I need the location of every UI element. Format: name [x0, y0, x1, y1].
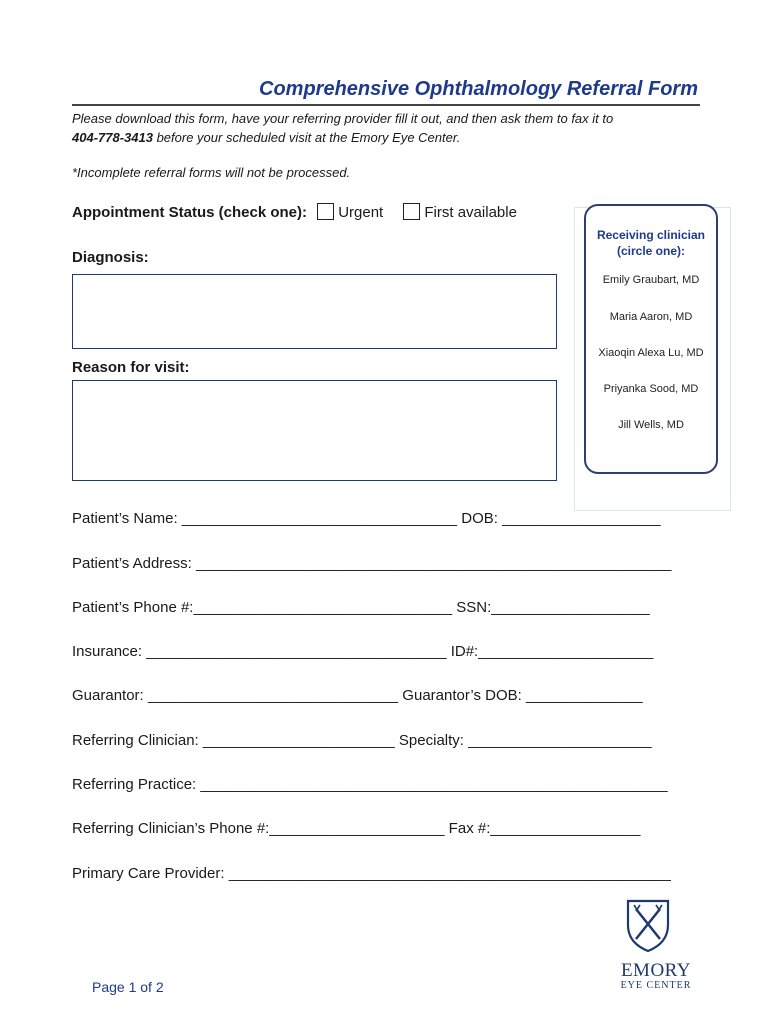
- appointment-status-label: Appointment Status (check one):: [72, 204, 308, 221]
- emory-wordmark: EMORY: [620, 960, 692, 981]
- clinician-heading: [584, 227, 718, 259]
- diagnosis-label: Diagnosis:: [72, 249, 149, 266]
- intro-line1: Please download this form, have your referring provider fill it out, and then ask them to fax it to: [72, 111, 614, 126]
- intro-text: [72, 109, 712, 147]
- clinician-option[interactable]: Jill Wells, MD: [618, 419, 684, 431]
- eye-center-wordmark: EYE CENTER: [620, 980, 692, 991]
- urgent-checkbox[interactable]: [317, 203, 334, 220]
- patient-address-field[interactable]: Patient’s Address: _________________________________________________________: [72, 555, 672, 572]
- clinician-heading-line2: (circle one):: [616, 244, 685, 258]
- guarantor-field[interactable]: Guarantor: ______________________________ Guarantor’s DOB: ______________: [72, 687, 643, 704]
- diagnosis-textbox[interactable]: [72, 274, 557, 349]
- patient-name-dob-field[interactable]: Patient’s Name: _________________________________ DOB: ___________________: [72, 510, 661, 527]
- reason-textbox[interactable]: [72, 380, 557, 481]
- referring-phone-fax-field[interactable]: Referring Clinician’s Phone #:_____________________ Fax #:__________________: [72, 820, 641, 837]
- urgent-option-label: Urgent: [338, 204, 384, 221]
- clinician-option[interactable]: Xiaoqin Alexa Lu, MD: [598, 347, 704, 359]
- primary-care-provider-field[interactable]: Primary Care Provider: _____________________________________________________: [72, 865, 671, 882]
- clinician-option[interactable]: Maria Aaron, MD: [609, 311, 693, 323]
- page-indicator: Page 1 of 2: [92, 979, 164, 995]
- appointment-status-row: [72, 203, 527, 221]
- clinician-heading-line1: Receiving clinician: [596, 228, 706, 242]
- first-available-checkbox[interactable]: [403, 203, 420, 220]
- clinician-option[interactable]: Priyanka Sood, MD: [603, 383, 699, 395]
- clinician-option[interactable]: Emily Graubart, MD: [602, 274, 700, 286]
- emory-logo-text: [596, 960, 716, 991]
- first-available-option-label: First available: [424, 204, 517, 221]
- fax-number: 404-778-3413: [72, 130, 153, 145]
- title-divider: [72, 104, 700, 106]
- patient-phone-ssn-field[interactable]: Patient’s Phone #:_______________________________ SSN:___________________: [72, 599, 650, 616]
- intro-line2: before your scheduled visit at the Emory Eye Center.: [152, 130, 461, 145]
- form-title: Comprehensive Ophthalmology Referral Form: [259, 78, 698, 100]
- reason-label: Reason for visit:: [72, 359, 190, 376]
- incomplete-note: *Incomplete referral forms will not be processed.: [72, 165, 351, 180]
- referring-practice-field[interactable]: Referring Practice: ________________________________________________________: [72, 776, 668, 793]
- referring-clinician-field[interactable]: Referring Clinician: _______________________ Specialty: ______________________: [72, 732, 652, 749]
- insurance-id-field[interactable]: Insurance: ____________________________________ ID#:_____________________: [72, 643, 654, 660]
